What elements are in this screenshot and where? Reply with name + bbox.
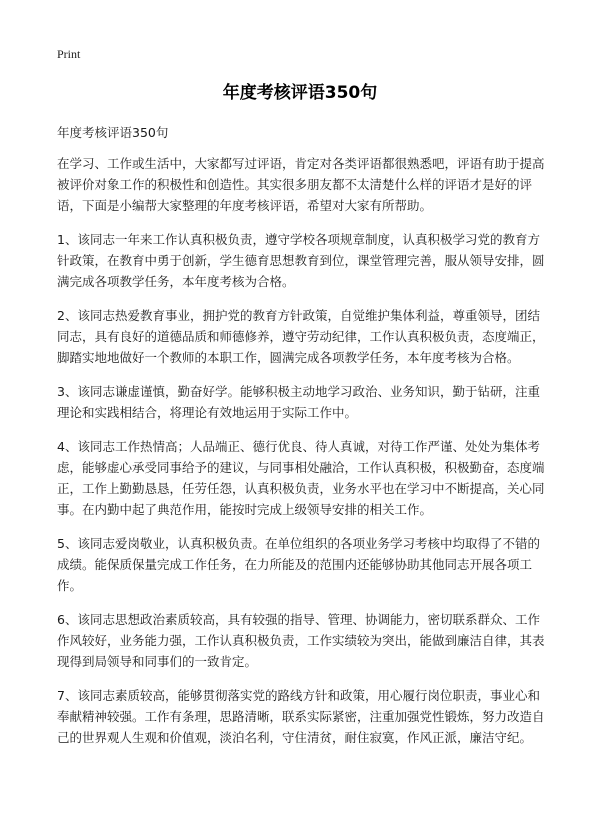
comment-item-7: 7、该同志素质较高，能够贯彻落实党的路线方针和政策，用心履行岗位职责，事业心和奉献精神较强。工作有条理，思路清晰，联系实际紧密，注重加强党性锻炼，努力改造自己的世界观人生观和价值观，淡泊名利，守住清贫，耐住寂寞，作风正派，廉洁守纪。 [57,688,545,745]
comment-item-2: 2、该同志热爱教育事业，拥护党的教育方针政策，自觉维护集体利益，尊重领导，团结同志，具有良好的道德品质和师德修养，遵守劳动纪律，工作认真积极负责，态度端正，脚踏实地地做好一个教师的本职工作，圆满完成各项教学任务，本年度考核为合格。 [57,308,545,365]
print-link[interactable]: Print [57,47,81,61]
intro-paragraph: 在学习、工作或生活中，大家都写过评语，肯定对各类评语都很熟悉吧，评语有助于提高被评价对象工作的积极性和创造性。其实很多朋友都不太清楚什么样的评语才是好的评语，下面是小编帮大家整理的年度考核评语，希望对大家有所帮助。 [57,156,545,213]
comment-item-5: 5、该同志爱岗敬业，认真积极负责。在单位组织的各项业务学习考核中均取得了不错的成绩。能保质保量完成工作任务，在力所能及的范围内还能够协助其他同志开展各项工作。 [57,536,540,593]
comment-item-6: 6、该同志思想政治素质较高，具有较强的指导、管理、协调能力，密切联系群众、工作作风较好，业务能力强，工作认真积极负责，工作实绩较为突出，能做到廉洁自律，其表现得到局领导和同事们的一致肯定。 [57,612,545,669]
comment-item-1: 1、该同志一年来工作认真积极负责，遵守学校各项规章制度，认真积极学习党的教育方针政策，在教育中勇于创新，学生德育思想教育到位，课堂管理完善，服从领导安排，圆满完成各项教学任务，本年度考核为合格。 [57,232,545,289]
document-subtitle: 年度考核评语350句 [57,125,169,140]
comment-item-4: 4、该同志工作热情高；人品端正、德行优良、待人真诚，对待工作严谨、处处为集体考虑，能够虚心承受同事给予的建议，与同事相处融洽，工作认真积极，积极勤奋，态度端正，工作上勤勤恳恳，任劳任怨，认真积极负责，业务水平也在学习中不断提高，关心同事。在内勤中起了典范作用，能按时完成上级领导安排的相关工作。 [57,439,545,517]
page-title: 年度考核评语350句 [222,83,378,103]
comment-item-3: 3、该同志谦虚谨慎，勤奋好学。能够积极主动地学习政治、业务知识，勤于钻研，注重理论和实践相结合，将理论有效地运用于实际工作中。 [57,384,540,420]
document-body [57,122,551,761]
